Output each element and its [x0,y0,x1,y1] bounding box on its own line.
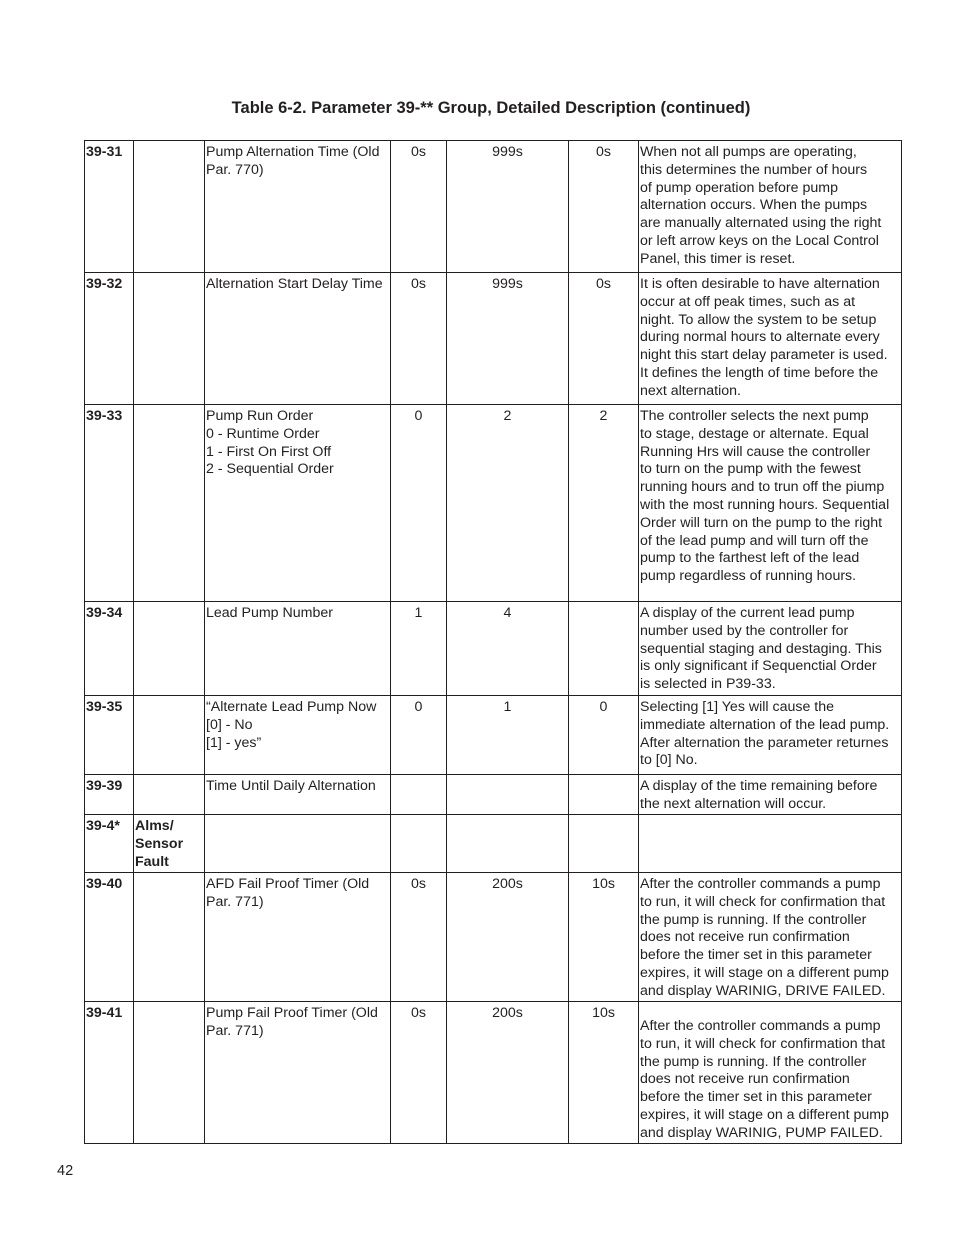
parameter-description-line: A display of the time remaining before [640,778,878,794]
parameter-description-line: to stage, destage or alternate. Equal [640,425,869,442]
parameter-description-line: The controller selects the next pump [640,408,869,424]
parameter-description-line: night this start delay parameter is used. [640,347,888,364]
parameter-description-line: and display WARINIG, PUMP FAILED. [640,1124,883,1141]
parameter-name-line: Par. 770) [206,161,264,178]
parameter-description [639,815,902,873]
parameter-description-line: expires, it will stage on a different pump [640,964,889,981]
max-value: 999s [447,273,569,405]
parameter-description [639,696,902,775]
max-value: 999s [447,141,569,273]
min-value: 0s [391,273,447,405]
parameter-name-line: 2 - Sequential Order [206,461,334,478]
parameter-description [639,873,902,1002]
parameter-description-line: does not receive run confirmation [640,1071,850,1088]
parameter-name [205,775,391,815]
min-value [391,775,447,815]
parameter-group [134,405,205,602]
parameter-group-line: Fault [135,853,169,870]
parameter-group [134,815,205,873]
parameter-description-line: during normal hours to alternate every [640,329,880,346]
parameter-description-line: before the timer set in this parameter [640,1089,872,1106]
default-value: 10s [569,873,639,1002]
parameter-name [205,602,391,696]
parameter-number: 39-32 [85,273,134,405]
parameter-description-line: pump to the farthest left of the lead [640,550,860,567]
parameter-description-line: When not all pumps are operating, [640,144,857,160]
parameter-name-line: Par. 771) [206,893,264,910]
parameter-name-line: Lead Pump Number [206,605,333,621]
parameter-group [134,1002,205,1144]
parameter-number: 39-31 [85,141,134,273]
parameter-description-line: of pump operation before pump [640,179,838,196]
min-value: 1 [391,602,447,696]
default-value [569,602,639,696]
table-row [85,405,902,602]
table-row [85,141,902,273]
parameter-group-line: Alms/ [135,818,174,834]
parameter-name [205,273,391,405]
parameter-description-line: sequential staging and destaging. This [640,640,882,657]
parameter-description-line: are manually alternated using the right [640,215,882,232]
parameter-number: 39-41 [85,1002,134,1144]
parameter-group-line: Sensor [135,835,184,852]
max-value [447,815,569,873]
parameter-description-line: this determines the number of hours [640,161,868,178]
parameter-description-line: the next alternation will occur. [640,795,827,812]
parameter-description-line: alternation occurs. When the pumps [640,197,868,214]
parameter-description-line: to turn on the pump with the fewest [640,461,861,478]
table-row [85,602,902,696]
parameter-description [639,405,902,602]
parameter-name [205,405,391,602]
parameter-description-line: of the lead pump and will turn off the [640,532,869,549]
max-value: 200s [447,873,569,1002]
parameter-name-line: AFD Fail Proof Timer (Old [206,876,370,892]
parameter-description-line: the pump is running. If the controller [640,1053,867,1070]
parameter-description-line: Order will turn on the pump to the right [640,514,883,531]
parameter-description-line: number used by the controller for [640,622,849,639]
parameter-description-line: After the controller commands a pump [640,1018,881,1034]
parameter-number: 39-33 [85,405,134,602]
parameter-description-line: Selecting [1] Yes will cause the [640,699,835,715]
parameter-group [134,775,205,815]
parameter-description-line: to run, it will check for confirmation that [640,893,886,910]
parameter-description-line: A display of the current lead pump [640,605,855,621]
table-title: Table 6-2. Parameter 39-** Group, Detailed Description (continued) [231,99,751,117]
parameter-description-line: is only significant if Sequenctial Order [640,658,877,675]
default-value: 0 [569,696,639,775]
parameter-description-line: expires, it will stage on a different pump [640,1106,889,1123]
parameter-name [205,141,391,273]
parameter-description [639,273,902,405]
min-value [391,815,447,873]
parameter-description-line: the pump is running. If the controller [640,911,867,928]
parameter-number: 39-35 [85,696,134,775]
parameter-description-line: immediate alternation of the lead pump. [640,716,890,733]
parameter-name-line: [0] - No [206,716,253,733]
default-value: 0s [569,141,639,273]
parameter-description-line: After alternation the parameter returnes [640,734,889,751]
table-row [85,775,902,815]
table-row [85,873,902,1002]
parameter-description-line: Running Hrs will cause the controller [640,443,871,460]
parameter-group [134,141,205,273]
table-row [85,696,902,775]
parameter-name-line: Alternation Start Delay Time [206,276,383,292]
parameter-number: 39-4* [85,815,134,873]
parameter-description [639,141,902,273]
parameter-name-line: “Alternate Lead Pump Now [206,699,377,715]
parameter-description-line: with the most running hours. Sequential [640,496,890,513]
page-number: 42 [57,1163,74,1179]
parameter-description-line: next alternation. [640,382,741,399]
parameter-name-line: [1] - yes” [206,734,262,751]
parameter-description-line: pump regardless of running hours. [640,568,857,585]
parameter-description-line: After the controller commands a pump [640,876,881,892]
parameter-name-line: 1 - First On First Off [206,443,332,460]
parameter-name-line: Pump Alternation Time (Old [206,144,380,160]
parameter-table [84,140,902,1144]
default-value: 2 [569,405,639,602]
default-value: 10s [569,1002,639,1144]
parameter-description-line: running hours and to trun off the piump [640,479,885,496]
parameter-name-line: 0 - Runtime Order [206,425,320,442]
parameter-name [205,696,391,775]
parameter-group [134,873,205,1002]
parameter-group [134,696,205,775]
parameter-description-line: to run, it will check for confirmation that [640,1035,886,1052]
parameter-name-line: Pump Run Order [206,408,314,424]
table-row [85,815,902,873]
default-value [569,815,639,873]
max-value: 1 [447,696,569,775]
parameter-description-line: does not receive run confirmation [640,929,850,946]
parameter-description-line: It is often desirable to have alternation [640,276,880,292]
parameter-description-line: Panel, this timer is reset. [640,250,796,267]
min-value: 0 [391,405,447,602]
parameter-name-line: Time Until Daily Alternation [206,778,376,794]
parameter-description-line: is selected in P39-33. [640,676,776,693]
min-value: 0s [391,1002,447,1144]
parameter-description-line: and display WARINIG, DRIVE FAILED. [640,982,886,999]
parameter-name [205,815,391,873]
parameter-description-line: occur at off peak times, such as at [640,293,856,310]
parameter-description [639,775,902,815]
parameter-number: 39-40 [85,873,134,1002]
max-value: 2 [447,405,569,602]
parameter-description [639,1002,902,1144]
max-value: 200s [447,1002,569,1144]
min-value: 0s [391,141,447,273]
parameter-table-body [85,141,902,1144]
table-row [85,1002,902,1144]
parameter-name-line: Pump Fail Proof Timer (Old [206,1005,378,1021]
parameter-name-line: Par. 771) [206,1022,264,1039]
parameter-group [134,602,205,696]
default-value [569,775,639,815]
parameter-description-line: or left arrow keys on the Local Control [640,232,879,249]
parameter-description-line: night. To allow the system to be setup [640,311,877,328]
default-value: 0s [569,273,639,405]
parameter-number: 39-34 [85,602,134,696]
min-value: 0 [391,696,447,775]
parameter-name [205,873,391,1002]
parameter-description-line: before the timer set in this parameter [640,947,872,964]
parameter-description-line: to [0] No. [640,752,698,769]
parameter-number: 39-39 [85,775,134,815]
max-value: 4 [447,602,569,696]
parameter-description-line: It defines the length of time before the [640,364,879,381]
parameter-name [205,1002,391,1144]
parameter-group [134,273,205,405]
min-value: 0s [391,873,447,1002]
parameter-description [639,602,902,696]
max-value [447,775,569,815]
table-row [85,273,902,405]
